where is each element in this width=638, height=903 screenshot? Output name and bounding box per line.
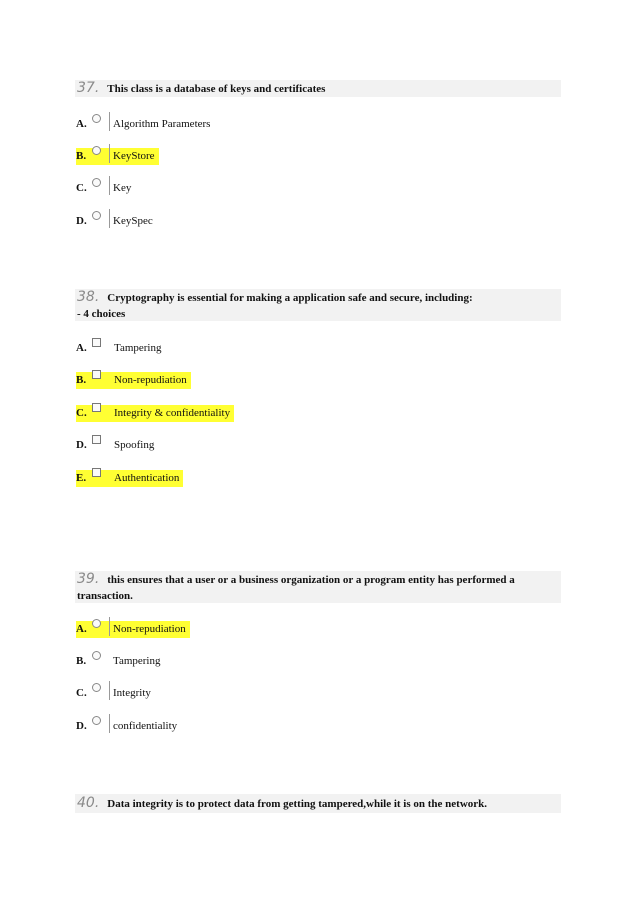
radio-icon[interactable] (92, 716, 101, 725)
question-text: this ensures that a user or a business organization or a program entity has performed a (107, 574, 515, 586)
checkbox-icon[interactable] (92, 403, 101, 412)
option-letter: A. (76, 118, 87, 130)
option-text: confidentiality (113, 720, 178, 732)
option-letter: A. (76, 623, 87, 635)
option-38-a[interactable] (76, 340, 166, 357)
option-letter: D. (76, 720, 87, 732)
option-text: KeySpec (113, 215, 153, 227)
divider (109, 144, 110, 163)
option-39-c[interactable] (76, 685, 155, 702)
option-text: Key (113, 182, 132, 194)
option-text: Non-repudiation (114, 374, 187, 386)
radio-icon[interactable] (92, 114, 101, 123)
radio-icon[interactable] (92, 211, 101, 220)
option-37-b[interactable] (76, 148, 159, 165)
option-text: Tampering (113, 655, 161, 667)
option-39-d[interactable] (76, 718, 181, 735)
question-text: Data integrity is to protect data from getting tampered,while it is on the network. (107, 798, 488, 810)
checkbox-icon[interactable] (92, 338, 101, 347)
divider (109, 681, 110, 700)
radio-icon[interactable] (92, 178, 101, 187)
option-text: Authentication (114, 472, 180, 484)
option-text: Integrity (113, 687, 151, 699)
question-39-header (75, 571, 561, 603)
radio-icon[interactable] (92, 651, 101, 660)
option-text: Tampering (114, 342, 162, 354)
question-number: 37. (77, 80, 100, 96)
question-number: 39. (77, 571, 100, 587)
divider (109, 112, 110, 131)
checkbox-icon[interactable] (92, 468, 101, 477)
radio-icon[interactable] (92, 683, 101, 692)
divider (109, 714, 110, 733)
option-letter: C. (76, 407, 87, 419)
option-letter: B. (76, 150, 87, 162)
option-37-a[interactable] (76, 116, 214, 133)
option-39-a[interactable] (76, 621, 190, 638)
question-number: 38. (77, 289, 100, 305)
question-37-header (75, 80, 561, 97)
divider (109, 617, 110, 636)
option-38-e[interactable] (76, 470, 183, 487)
option-text: Algorithm Parameters (113, 118, 211, 130)
option-39-b[interactable] (76, 653, 165, 670)
option-text: Integrity & confidentiality (114, 407, 231, 419)
question-text: This class is a database of keys and certificates (107, 83, 326, 95)
divider (109, 176, 110, 195)
question-text: Cryptography is essential for making a application safe and secure, including: (107, 292, 473, 304)
option-38-b[interactable] (76, 372, 191, 389)
option-letter: D. (76, 439, 87, 451)
option-text: Spoofing (114, 439, 155, 451)
option-letter: B. (76, 374, 87, 386)
option-text: KeyStore (113, 150, 155, 162)
option-letter: D. (76, 215, 87, 227)
option-letter: B. (76, 655, 87, 667)
option-letter: E. (76, 472, 87, 484)
question-38-header (75, 289, 561, 321)
question-subtext: transaction. (77, 590, 133, 602)
option-37-d[interactable] (76, 213, 157, 230)
option-letter: C. (76, 182, 87, 194)
question-number: 40. (77, 795, 100, 811)
option-letter: A. (76, 342, 87, 354)
radio-icon[interactable] (92, 619, 101, 628)
option-38-c[interactable] (76, 405, 234, 422)
checkbox-icon[interactable] (92, 435, 101, 444)
option-letter: C. (76, 687, 87, 699)
checkbox-icon[interactable] (92, 370, 101, 379)
question-40-header (75, 794, 561, 813)
question-subtext: - 4 choices (77, 308, 126, 320)
radio-icon[interactable] (92, 146, 101, 155)
divider (109, 209, 110, 228)
option-37-c[interactable] (76, 180, 135, 197)
option-text: Non-repudiation (113, 623, 186, 635)
option-38-d[interactable] (76, 437, 158, 454)
